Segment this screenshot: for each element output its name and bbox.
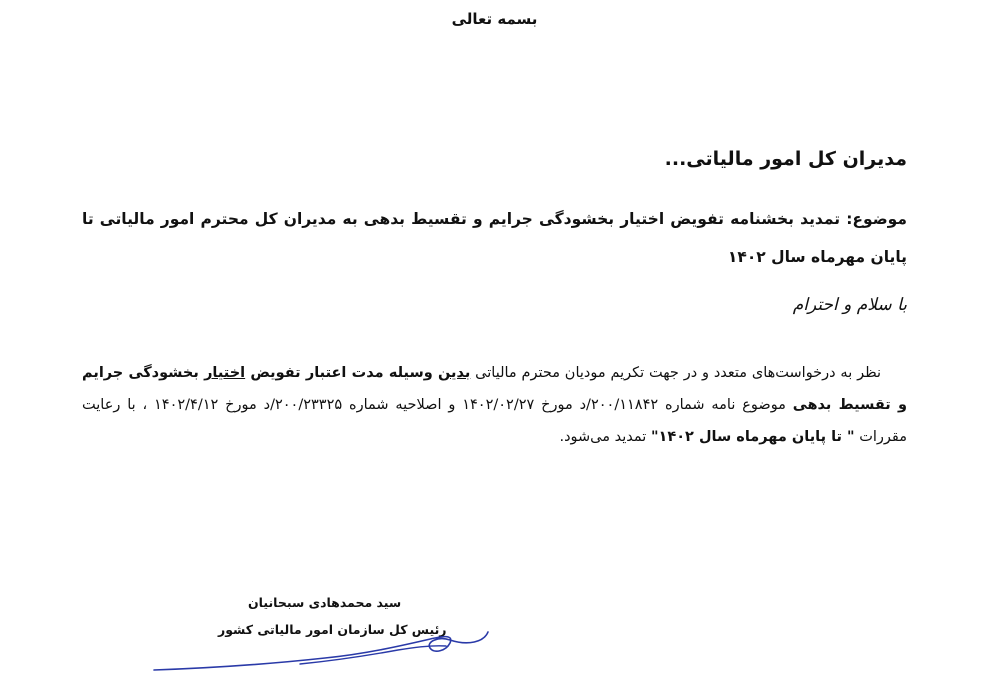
body-bold-2: " تا پایان مهرماه سال ۱۴۰۲" [650,429,855,445]
body-underlined-1: بدین [438,365,471,381]
body-underlined-2: اختیار [204,365,246,381]
body-text-3: تمدید می‌شود. [559,429,651,445]
letter-body [82,357,907,453]
signatory-name: سید محمدهادی سبحانیان [248,595,402,610]
addressee-line: مدیران کل امور مالیاتی... [664,148,907,170]
body-bold-text-2: بخشودگی جرایم و تقسیط بدهی [82,365,908,413]
body-text-2: موضوع نامه شماره ۲۰۰/۱۱۸۴۲/د مورخ ۱۴۰۲/۰۲/۲۷ و اصلاحیه شماره ۲۰۰/۲۳۳۲۵/د مورخ ۱۴۰۲/۴/۱۲ ، با رعایت مقررات [82,397,907,445]
body-text-1: نظر به درخواست‌های متعدد و در جهت تکریم مودیان محترم مالیاتی [470,365,881,381]
subject-line: موضوع: تمدید بخشنامه تفویض اختیار بخشودگی جرایم و تقسیط بدهی به مدیران کل محترم امور مالیاتی تا پایان مهرماه سال ۱۴۰۲ [82,210,907,266]
letter-heading: بسمه تعالی [451,10,538,28]
handwritten-signature [150,618,490,680]
body-bold-text-1: وسیله مدت اعتبار تفویض [245,365,438,381]
signatory-title: رئیس کل سازمان امور مالیاتی کشور [218,622,447,637]
greeting: با سلام و احترام [792,295,907,315]
